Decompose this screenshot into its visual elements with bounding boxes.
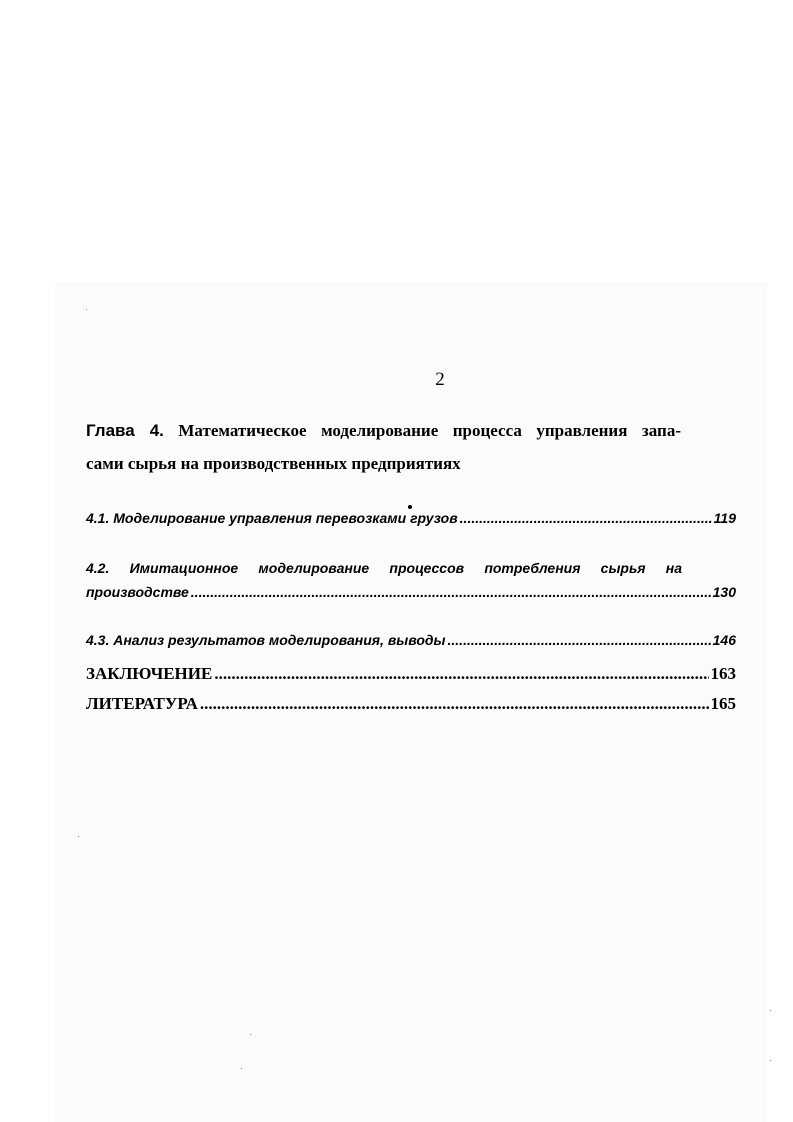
toc-entry-4-2-line1[interactable]: 4.2. Имитационное моделирование процессов потребления сырья на (86, 560, 682, 576)
scan-speck (770, 1060, 771, 1061)
scan-speck (241, 1068, 242, 1069)
scan-speck (78, 836, 79, 837)
chapter-title-line2: сами сырья на производственных предприятиях (86, 454, 461, 473)
toc-page-number: 165 (710, 694, 736, 713)
scan-speck (86, 309, 87, 310)
toc-page-number: 130 (712, 584, 736, 600)
toc-entry-label: 4.3. Анализ результатов моделирования, выводы (86, 632, 446, 648)
page-number: 2 (435, 369, 445, 390)
toc-leader-dots (460, 510, 712, 526)
toc-entry-conclusion[interactable] (86, 664, 736, 684)
toc-leader-dots (448, 632, 711, 648)
toc-entry-4-3[interactable] (86, 632, 736, 648)
scan-dot (408, 505, 412, 509)
toc-leader-dots (191, 584, 711, 600)
toc-entry-4-2[interactable] (86, 584, 736, 600)
toc-page-number: 146 (712, 632, 736, 648)
toc-page-number: 163 (710, 664, 736, 683)
chapter-heading (86, 414, 681, 480)
toc-entry-label: производстве (86, 584, 189, 600)
scan-speck (250, 1034, 251, 1035)
toc-page-number: 119 (713, 510, 736, 526)
scan-speck (770, 1010, 771, 1011)
toc-entry-label: 4.1. Моделирование управления перевозками грузов (86, 510, 458, 526)
chapter-lead: Глава 4. (86, 421, 164, 440)
toc-leader-dots (200, 694, 709, 714)
chapter-heading-line1 (86, 414, 681, 447)
toc-entry-4-1[interactable] (86, 510, 736, 526)
toc-leader-dots (214, 664, 708, 684)
chapter-title-line1: Математическое моделирование процесса управления запа- (178, 421, 681, 440)
toc-entry-literature[interactable] (86, 694, 736, 714)
toc-entry-label: ЗАКЛЮЧЕНИЕ (86, 664, 213, 683)
toc-entry-label: ЛИТЕРАТУРА (86, 694, 198, 713)
